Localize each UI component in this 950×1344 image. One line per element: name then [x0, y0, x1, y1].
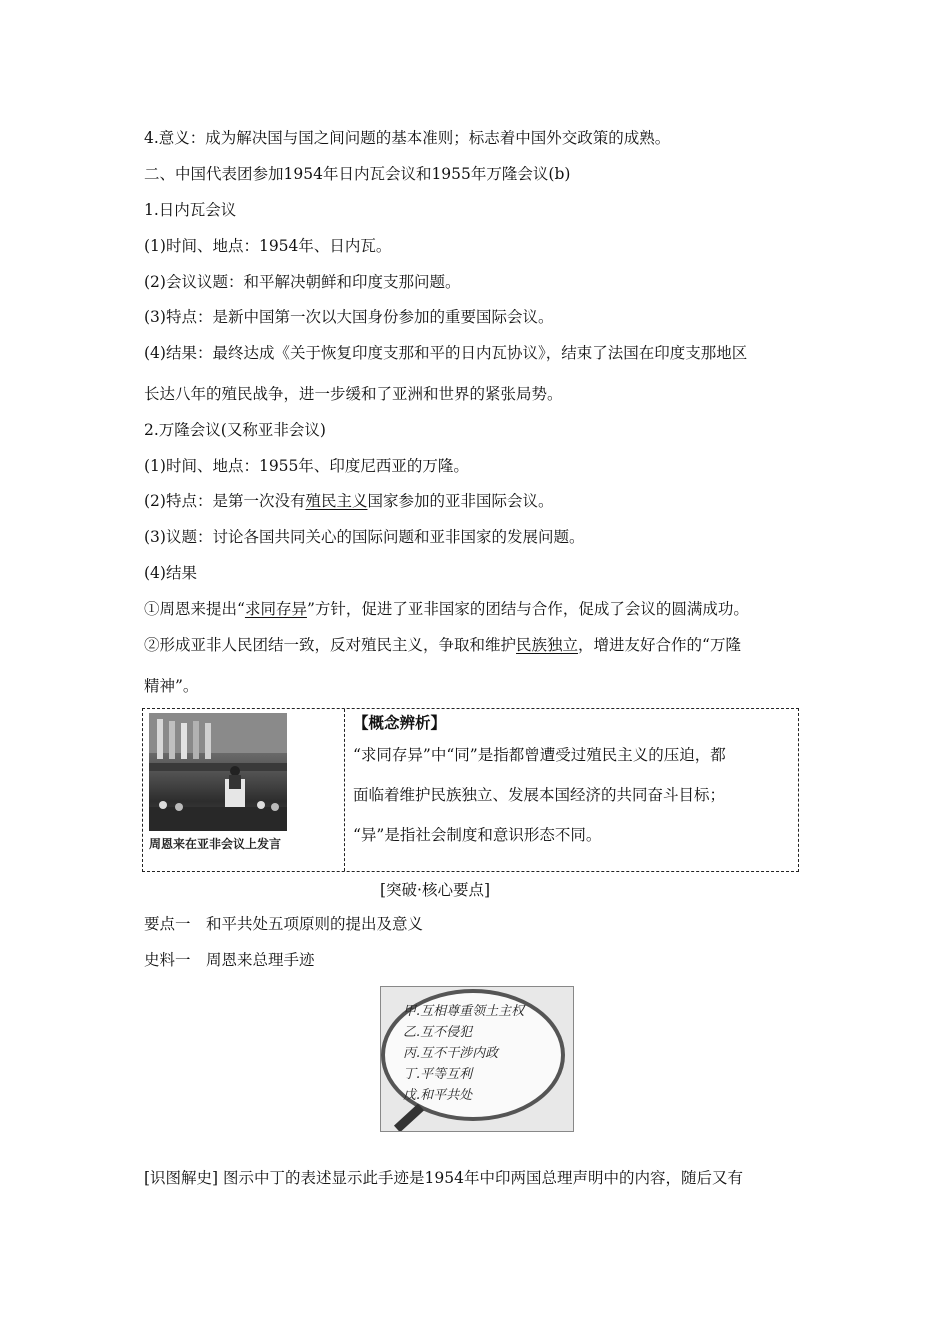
concept-text [353, 709, 793, 855]
concept-paragraph: 面临着维护民族独立、发展本国经济的共同奋斗目标； [353, 786, 726, 804]
text-span: ，增进友好合作的“万隆 [578, 636, 741, 654]
text-line: (4)结果 [144, 564, 197, 582]
text-line: 长达八年的殖民战争，进一步缓和了亚洲和世界的紧张局势。 [144, 385, 563, 403]
handwriting-image [380, 986, 574, 1132]
handwriting-line: 丙.互不干涉内政 [403, 1046, 499, 1061]
text-line: (3)议题：讨论各国共同关心的国际问题和亚非国家的发展问题。 [144, 528, 585, 546]
text-line: (4)结果：最终达成《关于恢复印度支那和平的日内瓦协议》，结束了法国在印度支那地区 [144, 344, 748, 362]
text-line: [识图解史] 图示中丁的表述显示此手迹是1954年中印两国总理声明中的内容，随后又有 [144, 1169, 743, 1187]
concept-paragraph: “求同存异”中“同”是指都曾遭受过殖民主义的压迫，都 [353, 746, 726, 764]
text-line [144, 635, 741, 655]
column-divider [344, 709, 345, 871]
text-span: 国家参加的亚非国际会议。 [367, 492, 554, 510]
underlined-term: 民族独立 [516, 636, 579, 654]
text-span: ①周恩来提出“ [144, 600, 245, 618]
text-line: (1)时间、地点：1954年、日内瓦。 [144, 237, 392, 255]
concept-title: 【概念辨析】 [353, 713, 447, 732]
text-line: 4.意义：成为解决国与国之间问题的基本准则；标志着中国外交政策的成熟。 [144, 129, 671, 147]
text-line: 精神”。 [144, 677, 199, 695]
conference-photo [149, 713, 287, 831]
section-label: [突破·核心要点] [380, 881, 491, 899]
text-line: (1)时间、地点：1955年、印度尼西亚的万隆。 [144, 457, 469, 475]
concept-paragraph: “异”是指社会制度和意识形态不同。 [353, 826, 602, 844]
handwriting-line: 戊.和平共处 [403, 1088, 473, 1103]
text-line: (2)会议议题：和平解决朝鲜和印度支那问题。 [144, 273, 461, 291]
handwriting-line: 丁.平等互利 [403, 1067, 473, 1082]
text-span: ”方针，促进了亚非国家的团结与合作，促成了会议的圆满成功。 [306, 600, 749, 618]
handwriting-line: 乙.互不侵犯 [403, 1025, 473, 1040]
concept-box [142, 708, 799, 872]
underlined-term: 求同存异 [244, 600, 307, 618]
key-point-heading: 要点一 和平共处五项原则的提出及意义 [144, 915, 424, 933]
text-span: (2)特点：是第一次没有 [144, 492, 306, 510]
text-line [144, 599, 749, 619]
text-span: ②形成亚非人民团结一致，反对殖民主义，争取和维护 [144, 636, 517, 654]
text-line: 1.日内瓦会议 [144, 201, 237, 219]
text-line [144, 491, 554, 511]
text-line: 2.万隆会议(又称亚非会议) [144, 421, 326, 439]
text-line: (3)特点：是新中国第一次以大国身份参加的重要国际会议。 [144, 308, 554, 326]
section-heading: 二、中国代表团参加1954年日内瓦会议和1955年万隆会议(b) [144, 165, 571, 183]
photo-caption: 周恩来在亚非会议上发言 [149, 837, 282, 851]
underlined-term: 殖民主义 [305, 492, 368, 510]
source-heading: 史料一 周恩来总理手迹 [144, 951, 315, 969]
handwriting-line: 甲.互相尊重领土主权 [403, 1004, 525, 1019]
